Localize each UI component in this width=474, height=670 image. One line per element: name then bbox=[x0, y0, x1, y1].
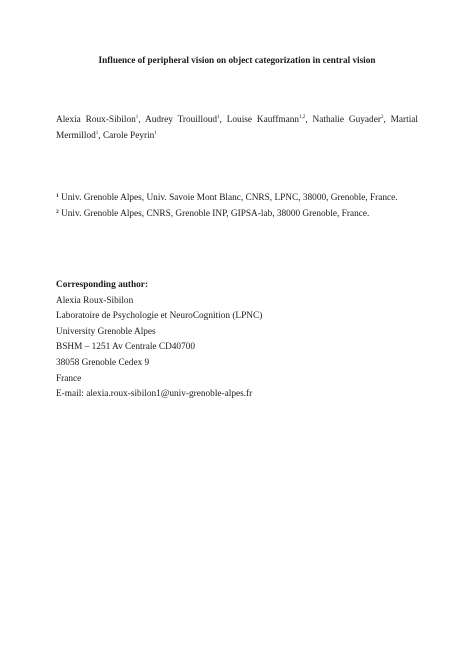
author bbox=[56, 115, 145, 125]
author-separator: , bbox=[383, 115, 391, 125]
author-affiliation-mark: 1 bbox=[154, 131, 157, 136]
corresponding-author-lab: Laboratoire de Psychologie et NeuroCognition (LPNC) bbox=[56, 311, 263, 322]
author-separator: , bbox=[219, 115, 227, 125]
author-name: Louise Kauffmann bbox=[226, 115, 300, 125]
corresponding-author-university: University Grenoble Alpes bbox=[56, 326, 156, 337]
affiliation-text: Univ. Grenoble Alpes, CNRS, Grenoble INP, GIPSA-lab, 38000 Grenoble, France. bbox=[58, 209, 370, 219]
author-affiliation-mark: 1 bbox=[95, 131, 99, 136]
author-name: Alexia Roux-Sibilon bbox=[56, 115, 136, 125]
corresponding-author-email: E-mail: alexia.roux-sibilon1@univ-grenoble-alpes.fr bbox=[56, 389, 253, 400]
affiliation-number: 1 bbox=[56, 193, 59, 199]
author-separator: , bbox=[305, 115, 313, 125]
author bbox=[145, 115, 227, 125]
author-separator: , bbox=[98, 131, 103, 141]
affiliation-item bbox=[56, 206, 418, 222]
corresponding-author-city: 38058 Grenoble Cedex 9 bbox=[56, 357, 150, 368]
author-affiliation-mark: 2 bbox=[380, 115, 384, 120]
affiliation-list bbox=[56, 190, 418, 222]
corresponding-author-country: France bbox=[56, 373, 82, 384]
author-affiliation-mark: 1,2 bbox=[299, 115, 306, 120]
author-affiliation-mark: 1 bbox=[217, 115, 220, 120]
corresponding-author-name: Alexia Roux-Sibilon bbox=[56, 295, 134, 306]
author bbox=[103, 131, 157, 141]
author-list bbox=[56, 112, 418, 144]
author bbox=[313, 115, 391, 125]
affiliation-number: 2 bbox=[56, 209, 59, 215]
corresponding-author-heading: Corresponding author: bbox=[56, 280, 149, 290]
author-affiliation-mark: 1 bbox=[135, 115, 139, 120]
paper-title: Influence of peripheral vision on object categorization in central vision bbox=[98, 55, 376, 65]
corresponding-author-block bbox=[56, 278, 418, 403]
author-separator: , bbox=[138, 115, 145, 125]
author-name: Martial Mermillod bbox=[56, 115, 419, 141]
affiliation-item bbox=[56, 190, 418, 206]
corresponding-author-street: BSHM – 1251 Av Centrale CD40700 bbox=[56, 342, 196, 353]
affiliation-text: Univ. Grenoble Alpes, Univ. Savoie Mont Blanc, CNRS, LPNC, 38000, Grenoble, France. bbox=[58, 193, 398, 203]
author-name: Carole Peyrin bbox=[102, 131, 155, 141]
author-name: Nathalie Guyader bbox=[312, 115, 381, 125]
author-name: Audrey Trouilloud bbox=[144, 115, 218, 125]
author bbox=[227, 115, 313, 125]
